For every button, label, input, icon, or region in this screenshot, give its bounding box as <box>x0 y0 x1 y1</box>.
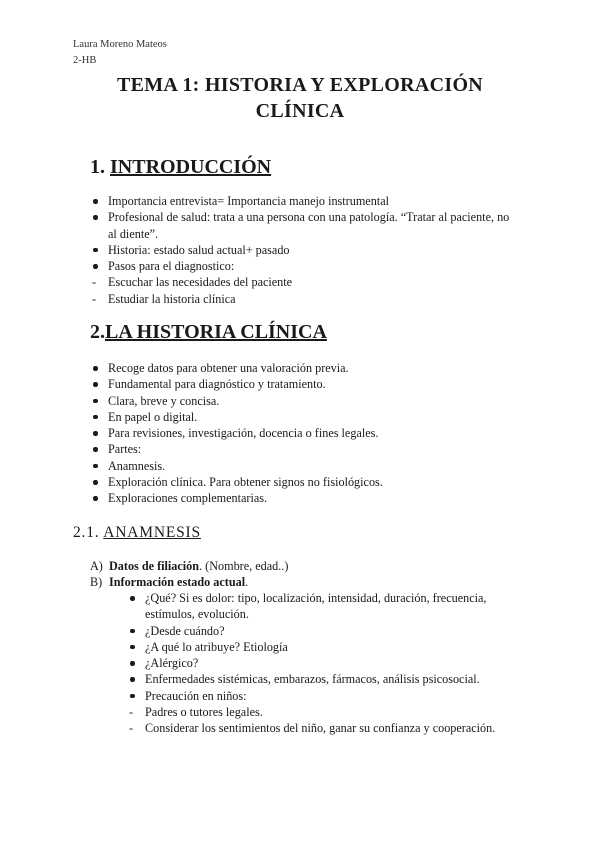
list-item-text: Estudiar la historia clínica <box>108 291 236 306</box>
bullet-list-item <box>128 623 528 639</box>
dash-list-item <box>128 720 528 736</box>
bullet-icon <box>93 382 98 387</box>
bullet-list-item <box>128 671 528 687</box>
bullet-icon <box>93 447 98 452</box>
list-item-text: Fundamental para diagnóstico y tratamiento. <box>108 377 326 392</box>
bullet-icon <box>93 399 98 404</box>
bullet-icon <box>93 415 98 420</box>
list-item-text: Partes: <box>108 442 142 457</box>
bullet-icon <box>93 215 98 220</box>
list-item-text: ¿Desde cuándo? <box>145 623 225 638</box>
section-2-heading <box>90 321 327 344</box>
dash-marker: - <box>129 721 134 736</box>
section-1-title: INTRODUCCIÓN <box>110 156 272 178</box>
section-2-1-list <box>128 590 528 737</box>
bullet-list-item <box>91 458 511 474</box>
section-2-1-title: ANAMNESIS <box>103 524 201 541</box>
list-item-text: Profesional de salud: trata a una persona con una patología. “Tratar al paciente, no al diente”. <box>108 210 510 241</box>
list-item-text: Para revisiones, investigación, docencia o fines legales. <box>108 426 379 441</box>
dash-list-item <box>91 274 511 290</box>
alpha-item-text: . <box>245 575 249 590</box>
section-2-1-heading <box>73 524 201 542</box>
bullet-list-item <box>128 590 528 623</box>
bullet-icon <box>93 199 98 204</box>
dash-marker: - <box>92 291 97 306</box>
group-label: 2-HB <box>73 55 97 66</box>
section-2-1-alpha-list <box>90 558 510 591</box>
bullet-list-item <box>128 688 528 704</box>
list-item-text: Historia: estado salud actual+ pasado <box>108 242 290 257</box>
section-1-list <box>91 193 511 307</box>
alpha-marker: A) <box>90 559 103 573</box>
bullet-icon <box>130 677 135 682</box>
alpha-marker: B) <box>90 575 103 590</box>
alpha-item-bold: Datos de filiación <box>109 559 200 573</box>
list-item-text: Exploración clínica. Para obtener signos no fisiológicos. <box>108 475 383 490</box>
bullet-icon <box>93 496 98 501</box>
list-item-text: En papel o digital. <box>108 409 198 424</box>
bullet-list-item <box>91 193 511 209</box>
document-title-line-2: CLÍNICA <box>255 100 345 122</box>
section-2-number: 2. <box>90 321 105 343</box>
section-2-1-number: 2.1. <box>73 524 104 541</box>
list-item-text: Considerar los sentimientos del niño, ganar su confianza y cooperación. <box>145 721 496 736</box>
list-item-text: ¿Qué? Si es dolor: tipo, localización, intensidad, duración, frecuencia, estímulos, evolución. <box>145 591 487 622</box>
bullet-list-item <box>91 242 511 258</box>
bullet-icon <box>130 694 135 699</box>
section-2-list <box>91 360 511 507</box>
list-item-text: Padres o tutores legales. <box>145 705 263 720</box>
list-item-text: Precaución en niños: <box>145 688 247 703</box>
bullet-list-item <box>91 425 511 441</box>
bullet-icon <box>93 248 98 253</box>
list-item-text: Importancia entrevista= Importancia manejo instrumental <box>108 194 389 208</box>
list-item-text: Recoge datos para obtener una valoración previa. <box>108 361 349 375</box>
bullet-icon <box>93 480 98 485</box>
dash-marker: - <box>129 705 134 720</box>
bullet-list-item <box>128 655 528 671</box>
bullet-icon <box>130 629 135 634</box>
bullet-list-item <box>91 209 511 242</box>
dash-list-item <box>91 291 511 307</box>
bullet-list-item <box>91 258 511 274</box>
document-title-line-1: TEMA 1: HISTORIA Y EXPLORACIÓN <box>116 74 484 96</box>
section-1-heading <box>90 156 271 179</box>
list-item-text: Enfermedades sistémicas, embarazos, fármacos, análisis psicosocial. <box>145 672 480 687</box>
list-item-text: Pasos para el diagnostico: <box>108 259 235 274</box>
dash-marker: - <box>92 275 97 290</box>
author-name: Laura Moreno Mateos <box>73 39 167 50</box>
list-item-text: Escuchar las necesidades del paciente <box>108 275 293 290</box>
list-item-text: Exploraciones complementarias. <box>108 491 268 506</box>
bullet-icon <box>93 264 98 269</box>
list-item-text: Anamnesis. <box>108 458 166 473</box>
list-item-text: ¿Alérgico? <box>145 656 199 671</box>
list-item-text: Clara, breve y concisa. <box>108 393 220 408</box>
bullet-icon <box>130 661 135 666</box>
alpha-item-bold: Información estado actual <box>109 575 246 590</box>
bullet-icon <box>130 596 135 601</box>
bullet-list-item <box>91 441 511 457</box>
bullet-list-item <box>91 409 511 425</box>
section-2-title: LA HISTORIA CLÍNICA <box>105 321 327 343</box>
bullet-list-item <box>91 490 511 506</box>
alpha-item-a <box>90 558 510 574</box>
bullet-list-item <box>91 376 511 392</box>
bullet-list-item <box>91 474 511 490</box>
bullet-list-item <box>91 360 511 376</box>
bullet-icon <box>93 431 98 436</box>
dash-list-item <box>128 704 528 720</box>
alpha-item-b <box>90 574 510 590</box>
bullet-icon <box>93 464 98 469</box>
list-item-text: ¿A qué lo atribuye? Etiología <box>145 639 288 654</box>
alpha-item-text: . (Nombre, edad..) <box>199 559 289 573</box>
bullet-icon <box>130 645 135 650</box>
bullet-icon <box>93 366 98 371</box>
section-1-number: 1. <box>90 156 110 178</box>
bullet-list-item <box>91 393 511 409</box>
bullet-list-item <box>128 639 528 655</box>
